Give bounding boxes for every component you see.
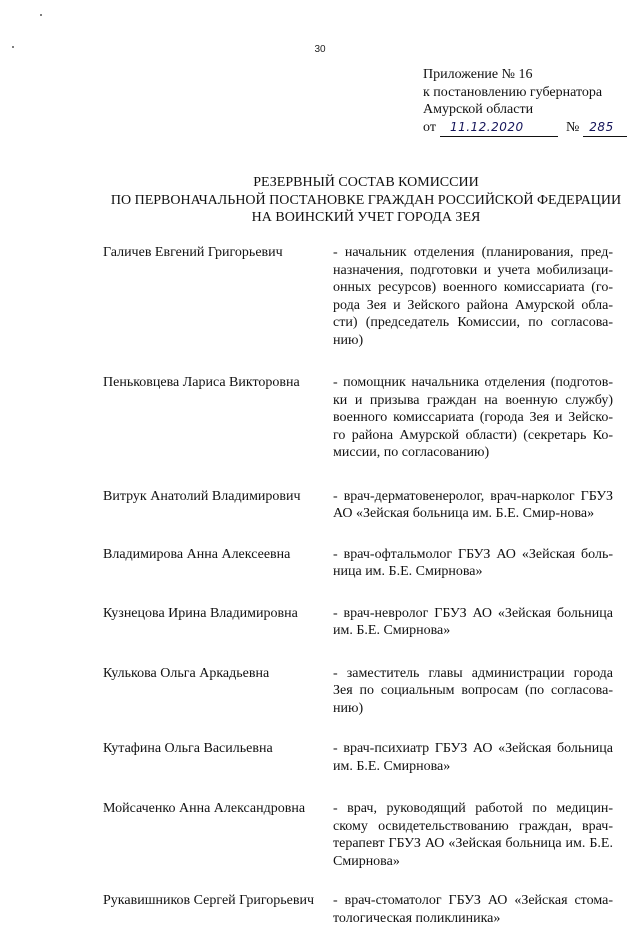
handwritten-number: 285: [589, 119, 614, 134]
member-role: - врач-дерматовенеролог, врач-нарколог ГБУЗ АО «Зейская больница им. Б.Е. Смир-нова»: [333, 488, 613, 521]
heading-line-3: НА ВОИНСКИЙ УЧЕТ ГОРОДА ЗЕЯ: [251, 210, 481, 225]
appendix-date-number-row: [423, 119, 627, 138]
date-prefix: от: [423, 119, 436, 135]
member-role: - помощник начальника отделения (подготов-ки и призыва граждан на военную службу) военного комиссариата (города Зея и Зейско-го района Амурской области) (секретарь Ко-миссии, по согласованию): [333, 375, 613, 460]
member-role: - заместитель главы администрации города Зея по социальным вопросам (по согласова-нию): [333, 665, 613, 716]
member-role: - начальник отделения (планирования, пред-назначения, подготовки и учета мобилизаци-онных ресурсов) военного комиссариата (го-рода Зея и Зейского района Амурской обла-сти) (председатель Комиссии, по согласова-нию): [333, 245, 613, 348]
member-row: [103, 374, 613, 462]
date-field: [440, 119, 558, 138]
member-name: Кулькова Ольга Аркадьевна: [103, 665, 270, 681]
member-row: [103, 488, 613, 523]
heading-line-1: РЕЗЕРВНЫЙ СОСТАВ КОМИССИИ: [253, 175, 479, 190]
member-row: [103, 546, 613, 581]
scan-speck: [40, 14, 42, 16]
member-row: [103, 605, 613, 640]
appendix-block: [423, 66, 627, 137]
number-prefix: №: [565, 119, 580, 135]
member-row: [103, 665, 613, 718]
appendix-title: Приложение № 16: [423, 67, 533, 82]
member-name: Кутафина Ольга Васильевна: [103, 741, 273, 756]
member-row: [103, 892, 613, 927]
member-row: [103, 800, 613, 870]
handwritten-date: 11.12.2020: [449, 119, 524, 134]
member-name: Витрук Анатолий Владимирович: [103, 488, 301, 504]
member-name: Мойсаченко Анна Александровна: [103, 801, 306, 816]
member-name: Кузнецова Ирина Владимировна: [103, 605, 298, 621]
member-name: Рукавишников Сергей Григорьевич: [103, 893, 314, 908]
document-heading: [96, 174, 636, 227]
member-role: - врач-офтальмолог ГБУЗ АО «Зейская боль-ница им. Б.Е. Смирнова»: [333, 546, 613, 579]
heading-line-2: ПО ПЕРВОНАЧАЛЬНОЙ ПОСТАНОВКЕ ГРАЖДАН РОССИЙСКОЙ ФЕДЕРАЦИИ: [110, 192, 622, 208]
member-row: [103, 244, 613, 349]
member-row: [103, 740, 613, 775]
number-field: [583, 119, 627, 138]
appendix-decree-ref: к постановлению губернатора: [423, 84, 603, 100]
member-name: Владимирова Анна Алексеевна: [103, 546, 291, 562]
members-list: [103, 244, 613, 927]
member-name: Галичев Евгений Григорьевич: [103, 245, 283, 260]
member-name: Пеньковцева Лариса Викторовна: [103, 375, 300, 390]
member-role: - врач-стоматолог ГБУЗ АО «Зейская стома-тологическая поликлиника»: [333, 893, 613, 926]
page-number: 30: [314, 44, 326, 55]
member-role: - врач-психиатр ГБУЗ АО «Зейская больница им. Б.Е. Смирнова»: [333, 741, 613, 774]
member-role: - врач-невролог ГБУЗ АО «Зейская больница им. Б.Е. Смирнова»: [333, 605, 613, 638]
member-role: - врач, руководящий работой по медицин-скому освидетельствованию граждан, врач-терапевт ГБУЗ АО «Зейская больница им. Б.Е. Смирнова»: [333, 801, 613, 869]
appendix-region: Амурской области: [423, 102, 534, 117]
